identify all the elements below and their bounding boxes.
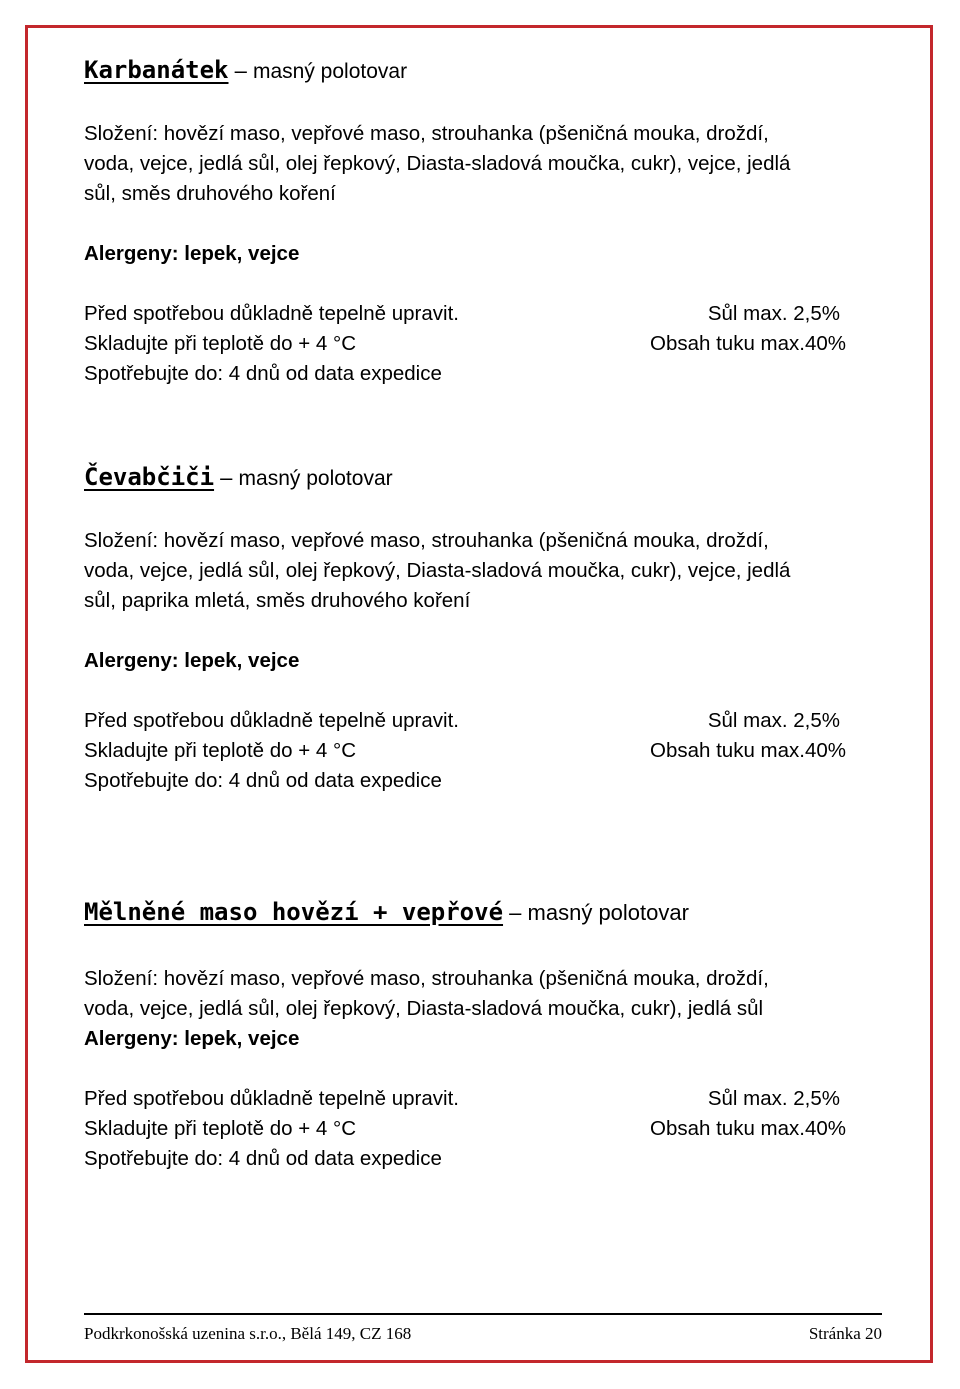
composition-line: sůl, směs druhového koření <box>84 182 336 205</box>
title-dash: – <box>234 58 247 83</box>
cooking-note: Před spotřebou důkladně tepelně upravit. <box>84 302 459 325</box>
allergens: Alergeny: lepek, vejce <box>84 649 300 672</box>
composition-line: voda, vejce, jedlá sůl, olej řepkový, Diasta-sladová moučka, cukr), vejce, jedlá <box>84 152 791 175</box>
salt-max: Sůl max. 2,5% <box>707 1087 840 1110</box>
storage-note: Skladujte při teplotě do + 4 °C <box>84 332 357 355</box>
fat-max: Obsah tuku max.40% <box>650 332 846 355</box>
product-subtitle: masný polotovar <box>253 60 408 83</box>
product-title: Čevabčiči <box>84 463 215 491</box>
product-title: Karbanátek <box>84 56 229 84</box>
allergens: Alergeny: lepek, vejce <box>84 242 300 265</box>
product-heading <box>84 462 884 494</box>
title-dash: – <box>509 900 522 925</box>
composition-line: voda, vejce, jedlá sůl, olej řepkový, Diasta-sladová moučka, cukr), vejce, jedlá <box>84 559 791 582</box>
footer-company: Podkrkonošská uzenina s.r.o., Bělá 149, CZ 168 <box>84 1324 412 1343</box>
composition-line: voda, vejce, jedlá sůl, olej řepkový, Diasta-sladová moučka, cukr), jedlá sůl <box>84 997 764 1020</box>
use-by-note: Spotřebujte do: 4 dnů od data expedice <box>84 769 442 792</box>
footer-page-number: Stránka 20 <box>808 1324 882 1343</box>
use-by-note: Spotřebujte do: 4 dnů od data expedice <box>84 1147 442 1170</box>
footer-divider <box>84 1313 882 1315</box>
product-section-mlete-maso <box>84 897 884 1174</box>
use-by-note: Spotřebujte do: 4 dnů od data expedice <box>84 362 442 385</box>
composition-line: Složení: hovězí maso, vepřové maso, strouhanka (pšeničná mouka, droždí, <box>84 967 769 990</box>
product-heading <box>84 55 884 87</box>
composition-line: Složení: hovězí maso, vepřové maso, strouhanka (pšeničná mouka, droždí, <box>84 122 769 145</box>
composition-line: sůl, paprika mletá, směs druhového koření <box>84 589 471 612</box>
title-dash: – <box>220 465 233 490</box>
page-footer <box>84 1322 882 1346</box>
storage-note: Skladujte při teplotě do + 4 °C <box>84 1117 357 1140</box>
salt-max: Sůl max. 2,5% <box>707 709 840 732</box>
salt-max: Sůl max. 2,5% <box>707 302 840 325</box>
allergens: Alergeny: lepek, vejce <box>84 1027 300 1050</box>
cooking-note: Před spotřebou důkladně tepelně upravit. <box>84 709 459 732</box>
product-subtitle: masný polotovar <box>238 467 393 490</box>
product-heading <box>84 897 884 928</box>
composition-line: Složení: hovězí maso, vepřové maso, strouhanka (pšeničná mouka, droždí, <box>84 529 769 552</box>
fat-max: Obsah tuku max.40% <box>650 739 846 762</box>
fat-max: Obsah tuku max.40% <box>650 1117 846 1140</box>
product-section-karbanatek <box>84 55 884 389</box>
product-title: Mělněné maso hovězí + vepřové <box>84 898 504 926</box>
cooking-note: Před spotřebou důkladně tepelně upravit. <box>84 1087 459 1110</box>
product-subtitle: masný polotovar <box>527 900 689 925</box>
product-section-cevabcici <box>84 462 884 796</box>
storage-note: Skladujte při teplotě do + 4 °C <box>84 739 357 762</box>
